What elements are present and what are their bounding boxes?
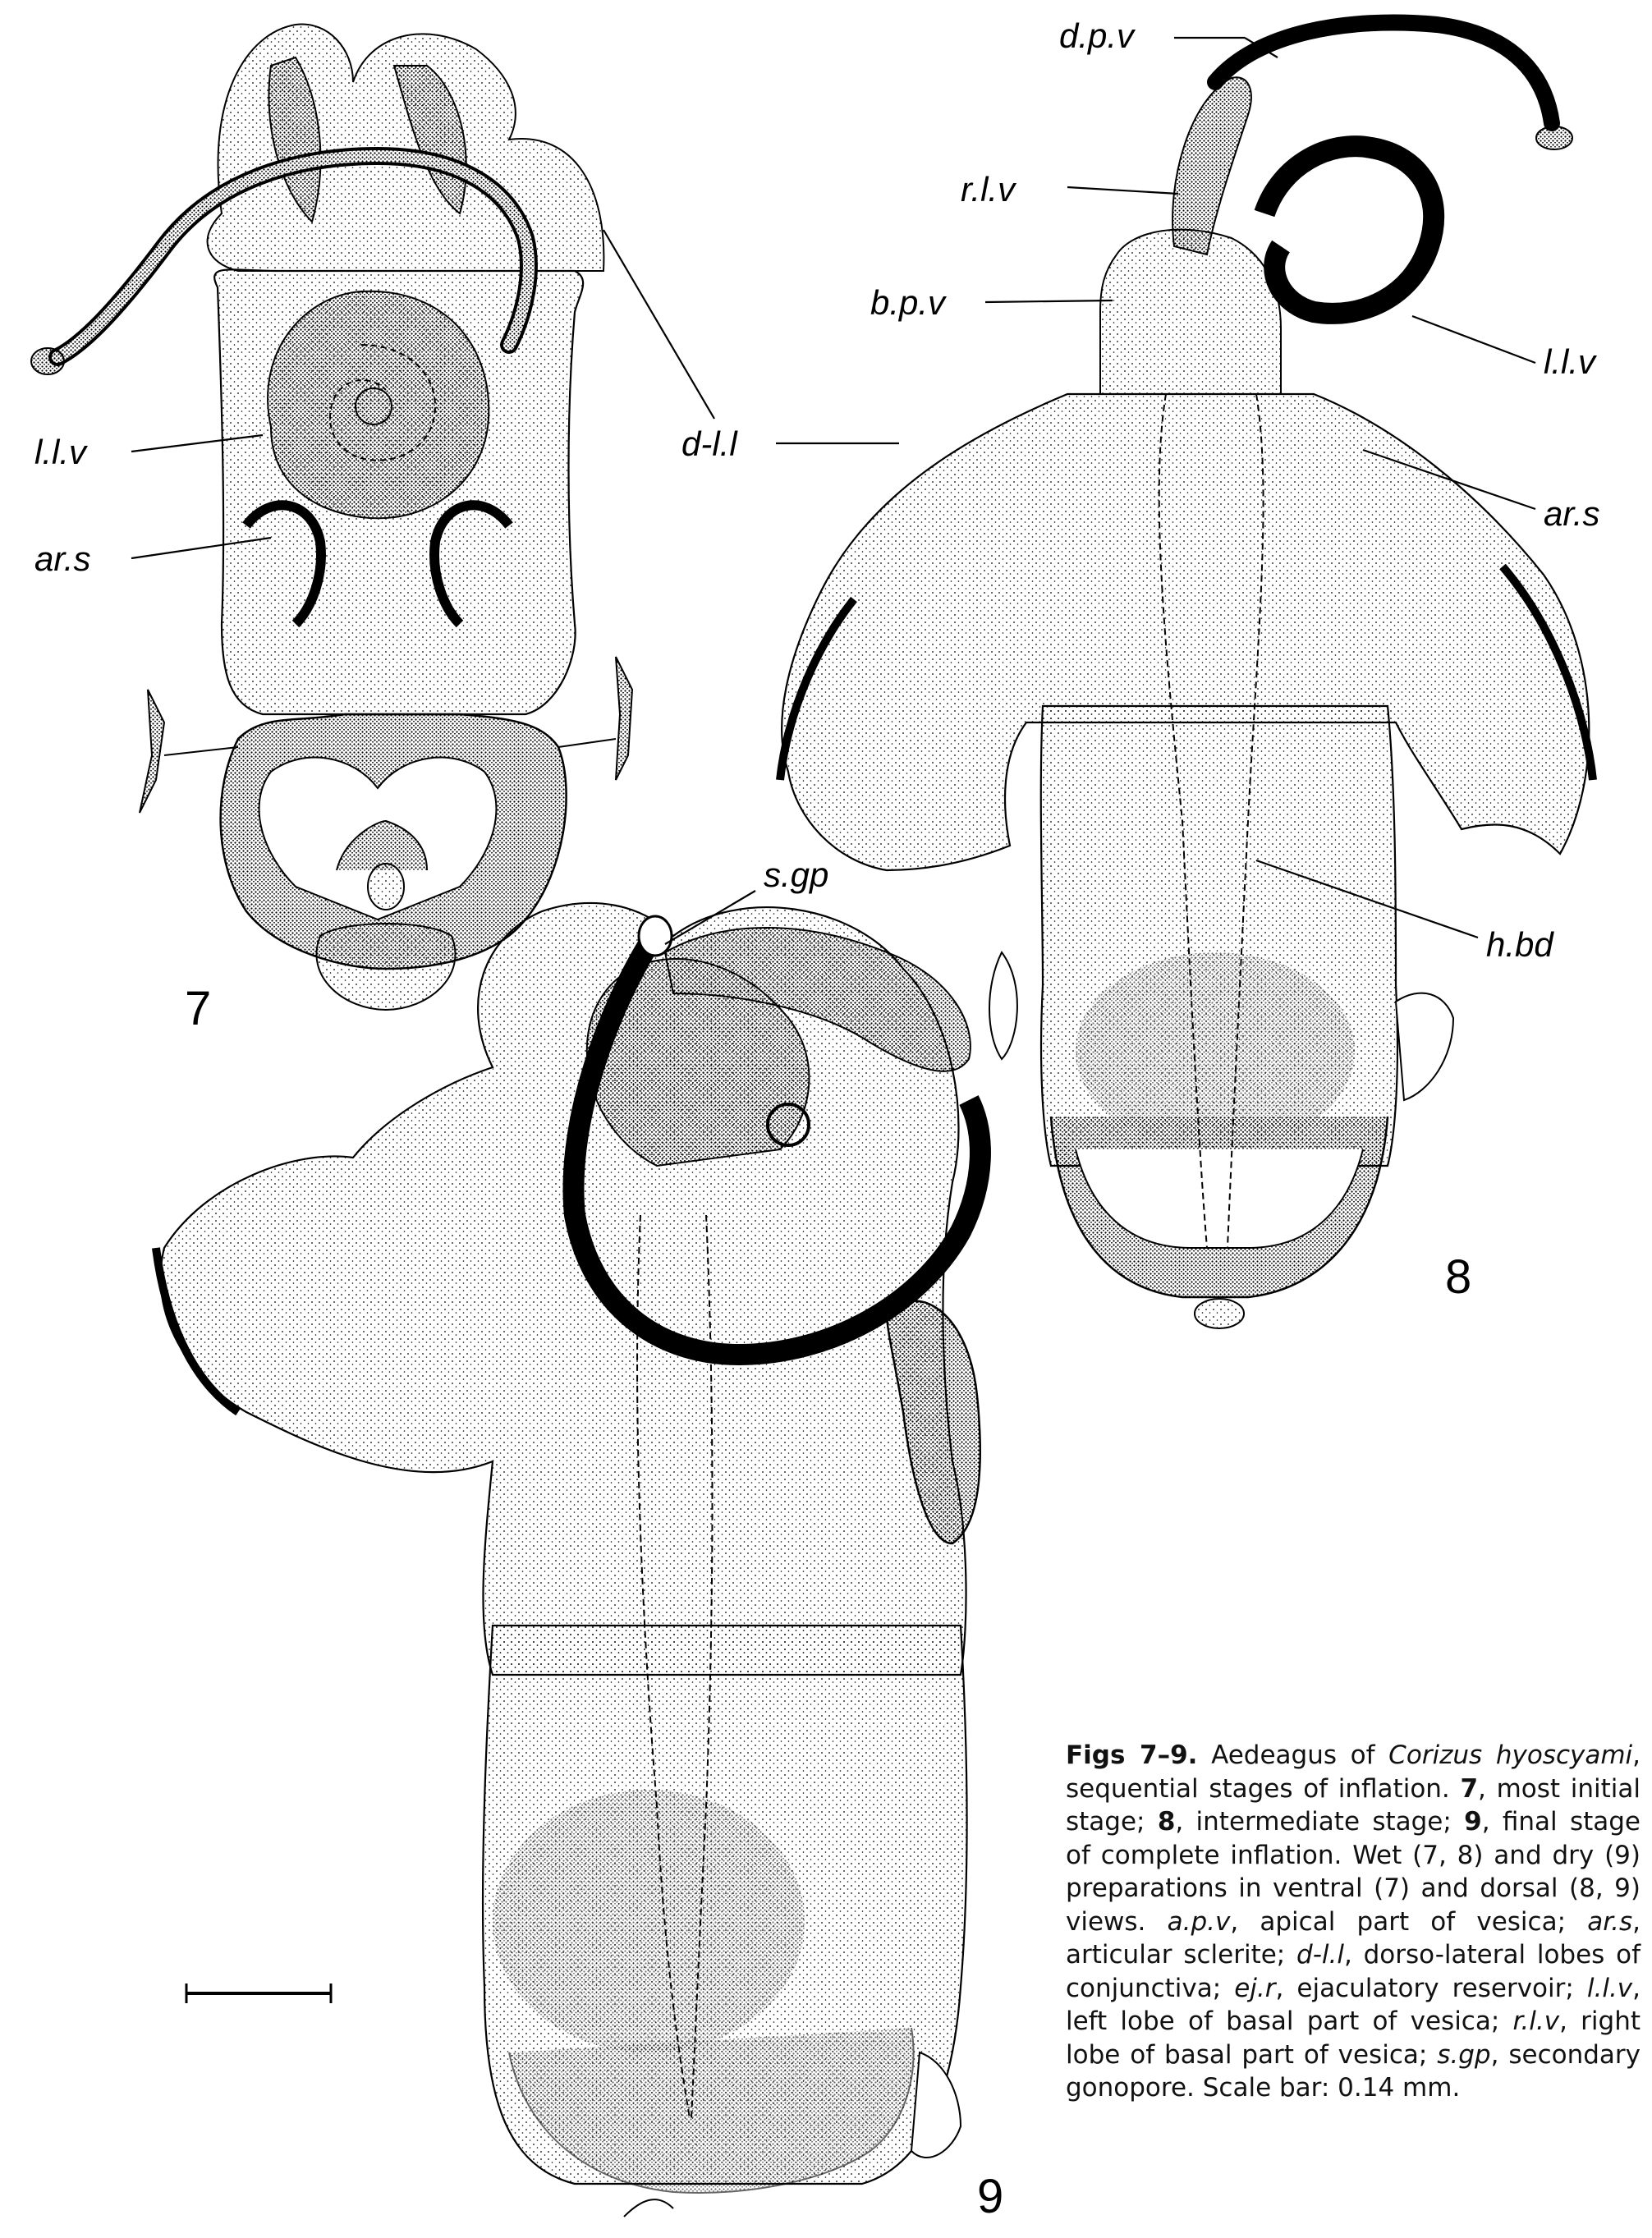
figure-number-8: 8	[1445, 1250, 1472, 1304]
caption-lead: Figs 7–9.	[1066, 1740, 1198, 1770]
caption-text: , articular sclerite;	[1066, 1906, 1641, 1970]
label-llv-fig7: l.l.v	[34, 433, 86, 471]
caption-text: , most initial stage;	[1066, 1773, 1641, 1837]
caption-text: Aedeagus of	[1197, 1740, 1389, 1770]
caption-fig-ref: 8	[1157, 1807, 1176, 1837]
caption-abbr: d-l.l	[1296, 1940, 1344, 1970]
caption-text: , sequential stages of inflation.	[1066, 1740, 1641, 1804]
caption-text: , left lobe of basal part of vesica;	[1066, 1973, 1641, 2036]
caption-text: , dorso-lateral lobes of conjunctiva;	[1066, 1940, 1641, 2003]
caption-abbr: r.l.v	[1512, 2006, 1560, 2036]
figure-caption	[1066, 1739, 1641, 2105]
figure-9-drawing	[156, 903, 980, 2217]
label-dll: d-l.l	[681, 424, 737, 463]
caption-text: , ejaculatory reservoir;	[1275, 1973, 1587, 2003]
caption-abbr: a.p.v	[1167, 1906, 1231, 1937]
caption-abbr: ar.s	[1587, 1906, 1633, 1937]
caption-text: , final stage of complete inflation. Wet (7, 8) and dry (9) preparations in ventral (7) and dorsal (8, 9) views.	[1066, 1807, 1641, 1937]
caption-abbr: l.l.v	[1586, 1973, 1633, 2003]
label-bpv: b.p.v	[870, 283, 946, 322]
caption-abbr: ej.r	[1234, 1973, 1276, 2003]
label-sgp: s.gp	[764, 855, 829, 894]
label-dpv: d.p.v	[1059, 16, 1135, 55]
caption-text: , apical part of vesica;	[1230, 1906, 1588, 1937]
caption-fig-ref: 7	[1460, 1773, 1479, 1804]
label-rlv: r.l.v	[961, 170, 1016, 209]
caption-species: Corizus hyoscyami	[1388, 1740, 1633, 1770]
figure-number-9: 9	[977, 2170, 1004, 2223]
caption-abbr: s.gp	[1437, 2039, 1491, 2070]
caption-fig-ref: 9	[1464, 1807, 1482, 1837]
figure-number-7: 7	[185, 982, 212, 1035]
caption-text: , intermediate stage;	[1175, 1807, 1465, 1837]
scale-bar	[186, 1983, 332, 2003]
label-ars-fig8: ar.s	[1544, 494, 1600, 533]
caption-text: , secondary gonopore. Scale bar: 0.14 mm.	[1066, 2039, 1641, 2103]
label-llv-fig8: l.l.v	[1544, 342, 1595, 381]
label-ars-fig7: ar.s	[34, 539, 91, 578]
label-hbd: h.bd	[1486, 925, 1553, 964]
caption-text: , right lobe of basal part of vesica;	[1066, 2006, 1641, 2070]
figure-7-drawing	[31, 25, 632, 1010]
